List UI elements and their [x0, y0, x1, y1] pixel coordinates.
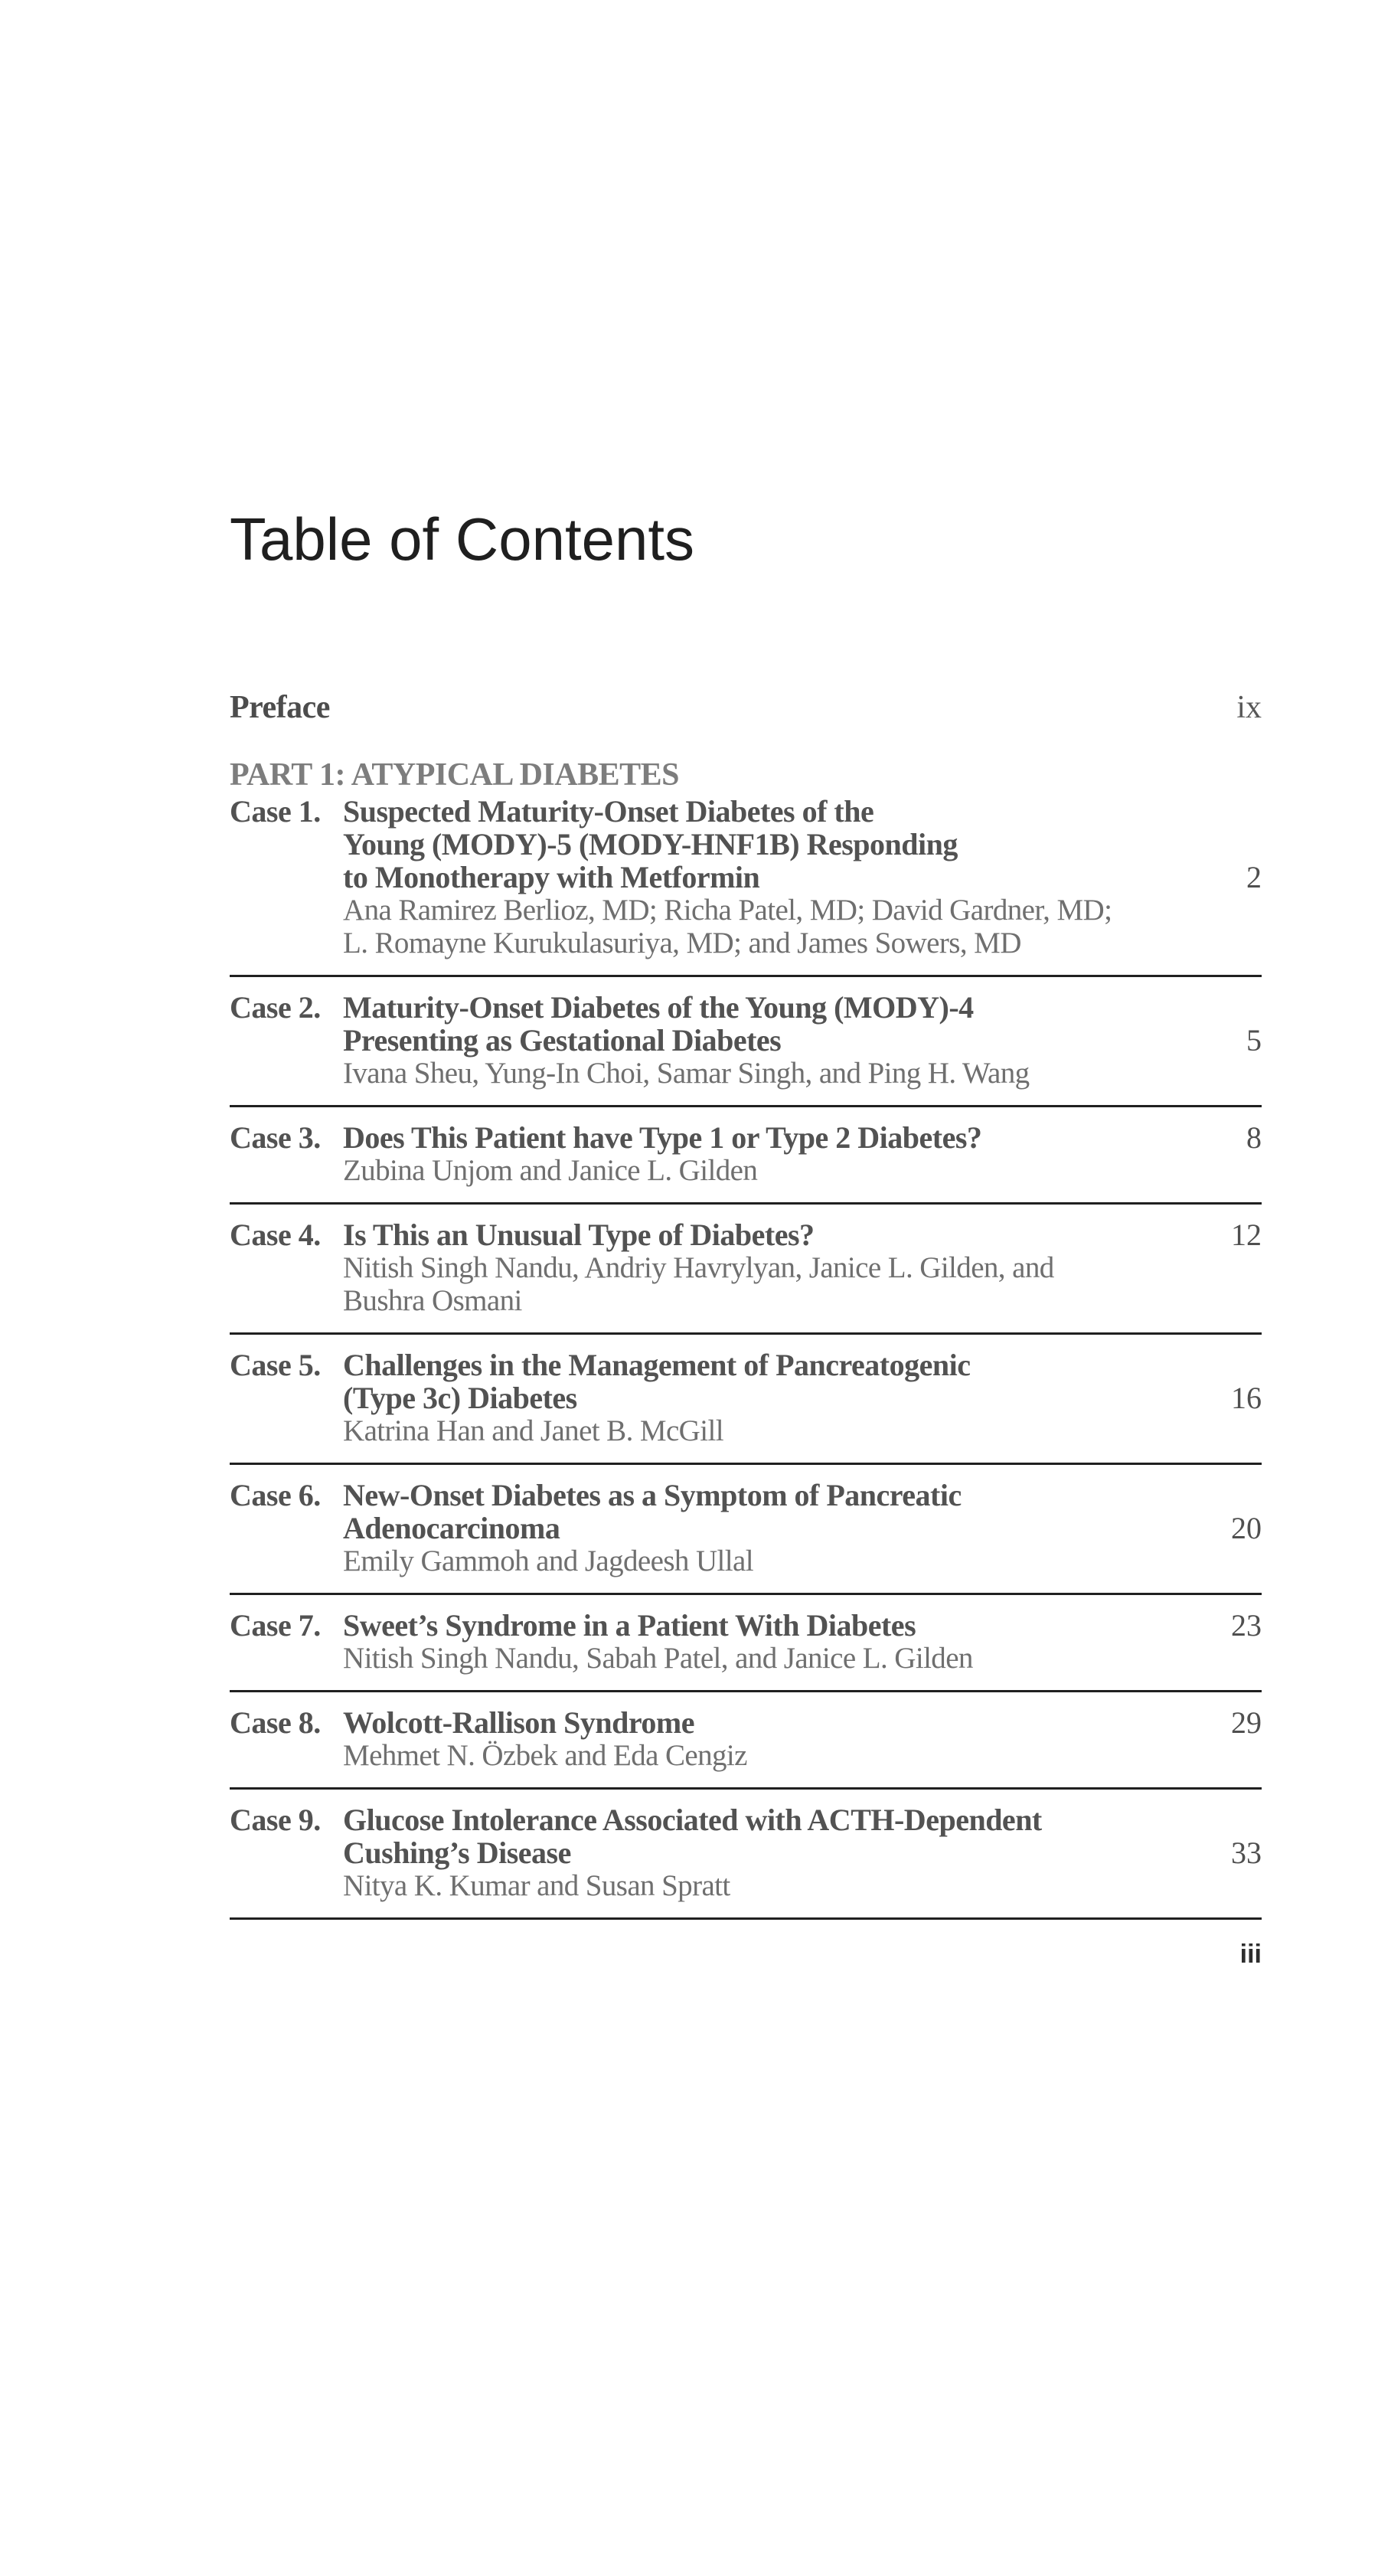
case-author-line: Ana Ramirez Berlioz, MD; Richa Patel, MD; David Gardner, MD; [343, 894, 1112, 927]
case-body [343, 1348, 1262, 1447]
case-row [230, 1479, 1262, 1577]
case-entry [230, 1706, 1262, 1790]
case-page-number: 23 [1231, 1608, 1262, 1643]
case-divider [230, 975, 1262, 977]
case-body [343, 1479, 1262, 1577]
case-row [230, 1121, 1262, 1187]
part-heading: PART 1: ATYPICAL DIABETES [230, 757, 679, 793]
case-author-line: Nitya K. Kumar and Susan Spratt [343, 1869, 730, 1902]
case-title-text: New-Onset Diabetes as a Symptom of Pancreatic [343, 1478, 962, 1512]
case-page-number: 20 [1231, 1511, 1262, 1545]
page-title: Table of Contents [230, 505, 695, 573]
case-title-line [343, 828, 1262, 861]
case-title-text: Challenges in the Management of Pancreatogenic [343, 1348, 971, 1382]
case-entry [230, 1479, 1262, 1595]
case-author-line: Katrina Han and Janet B. McGill [343, 1414, 723, 1447]
case-title-text: to Monotherapy with Metformin [343, 860, 760, 894]
case-title-line [343, 1381, 1262, 1414]
case-label: Case 6. [230, 1478, 321, 1512]
case-title-line [343, 861, 1262, 894]
case-divider [230, 1105, 1262, 1107]
case-authors [343, 1869, 1262, 1902]
case-body [343, 1803, 1262, 1902]
case-row [230, 795, 1262, 959]
case-page-number: 2 [1246, 860, 1262, 894]
case-title-line [343, 1512, 1262, 1545]
case-title-text: (Type 3c) Diabetes [343, 1381, 577, 1415]
case-authors [343, 1057, 1262, 1090]
case-title-text: Cushing’s Disease [343, 1836, 571, 1870]
case-body [343, 1706, 1262, 1772]
case-title [343, 1348, 1262, 1414]
case-author-line: Emily Gammoh and Jagdeesh Ullal [343, 1545, 753, 1577]
case-row [230, 1218, 1262, 1317]
case-authors [343, 1414, 1262, 1447]
case-title-text: Suspected Maturity-Onset Diabetes of the [343, 794, 874, 829]
case-title-text: Is This an Unusual Type of Diabetes? [343, 1218, 815, 1252]
case-body [343, 795, 1262, 959]
case-author-line: Nitish Singh Nandu, Andriy Havrylyan, Janice L. Gilden, and [343, 1251, 1054, 1284]
case-body [343, 991, 1262, 1090]
case-label: Case 3. [230, 1120, 321, 1155]
case-entry [230, 1218, 1262, 1335]
case-label: Case 2. [230, 990, 321, 1025]
case-author-line: L. Romayne Kurukulasuriya, MD; and James Sowers, MD [343, 927, 1021, 959]
case-authors [343, 1545, 1262, 1577]
case-title [343, 991, 1262, 1057]
case-title-line [343, 1609, 1262, 1642]
case-title-line [343, 1218, 1262, 1251]
case-row [230, 1348, 1262, 1447]
case-title [343, 795, 1262, 894]
case-title-line [343, 1121, 1262, 1154]
case-title-line [343, 1348, 1262, 1381]
case-title-text: Maturity-Onset Diabetes of the Young (MODY)-4 [343, 990, 974, 1025]
preface-entry [230, 691, 1262, 724]
case-title [343, 1121, 1262, 1154]
toc-page [230, 505, 1262, 1969]
case-body [343, 1609, 1262, 1675]
case-title-text: Does This Patient have Type 1 or Type 2 Diabetes? [343, 1120, 982, 1155]
case-authors [343, 1154, 1262, 1187]
case-divider [230, 1202, 1262, 1205]
case-entry [230, 1121, 1262, 1205]
case-page-number: 33 [1231, 1836, 1262, 1870]
case-row [230, 1706, 1262, 1772]
folio-page-number: iii [1239, 1940, 1262, 1969]
case-title-line [343, 991, 1262, 1024]
case-row [230, 991, 1262, 1090]
case-author-line: Ivana Sheu, Yung-In Choi, Samar Singh, and Ping H. Wang [343, 1057, 1030, 1090]
case-label: Case 7. [230, 1608, 321, 1643]
case-title-line [343, 1803, 1262, 1836]
case-entry [230, 991, 1262, 1107]
case-title-text: Presenting as Gestational Diabetes [343, 1023, 782, 1058]
case-title-line [343, 1479, 1262, 1512]
case-author-line: Mehmet N. Özbek and Eda Cengiz [343, 1739, 747, 1772]
case-title [343, 1609, 1262, 1642]
case-author-line: Bushra Osmani [343, 1284, 522, 1317]
case-label: Case 1. [230, 794, 321, 829]
case-title-text: Glucose Intolerance Associated with ACTH-Dependent [343, 1803, 1042, 1837]
case-label: Case 5. [230, 1348, 321, 1382]
case-title-text: Adenocarcinoma [343, 1511, 560, 1545]
case-authors [343, 1642, 1262, 1675]
case-title [343, 1218, 1262, 1251]
case-title-text: Sweet’s Syndrome in a Patient With Diabetes [343, 1608, 916, 1643]
case-title-text: Young (MODY)-5 (MODY-HNF1B) Responding [343, 827, 958, 861]
case-page-number: 8 [1246, 1120, 1262, 1155]
case-page-number: 29 [1231, 1705, 1262, 1740]
case-author-line: Nitish Singh Nandu, Sabah Patel, and Janice L. Gilden [343, 1642, 973, 1675]
case-title [343, 1706, 1262, 1739]
case-entry [230, 795, 1262, 977]
case-row [230, 1609, 1262, 1675]
case-page-number: 12 [1231, 1218, 1262, 1252]
case-authors [343, 1739, 1262, 1772]
case-authors [343, 1251, 1262, 1317]
case-title-line [343, 795, 1262, 828]
case-list [230, 795, 1262, 1920]
case-divider [230, 1690, 1262, 1692]
case-page-number: 5 [1246, 1023, 1262, 1058]
case-divider [230, 1463, 1262, 1465]
preface-page-number: ix [1236, 690, 1262, 725]
preface-label: Preface [230, 690, 330, 725]
case-label: Case 8. [230, 1705, 321, 1740]
case-divider [230, 1917, 1262, 1920]
case-author-line: Zubina Unjom and Janice L. Gilden [343, 1154, 758, 1187]
case-authors [343, 894, 1262, 959]
case-title [343, 1479, 1262, 1545]
case-label: Case 4. [230, 1218, 321, 1252]
case-title-line [343, 1706, 1262, 1739]
case-page-number: 16 [1231, 1381, 1262, 1415]
case-row [230, 1803, 1262, 1902]
case-title-text: Wolcott-Rallison Syndrome [343, 1705, 695, 1740]
case-divider [230, 1787, 1262, 1790]
case-divider [230, 1332, 1262, 1335]
case-title [343, 1803, 1262, 1869]
case-body [343, 1218, 1262, 1317]
case-body [343, 1121, 1262, 1187]
case-entry [230, 1348, 1262, 1465]
case-title-line [343, 1024, 1262, 1057]
case-label: Case 9. [230, 1803, 321, 1837]
case-divider [230, 1593, 1262, 1595]
case-entry [230, 1609, 1262, 1692]
case-entry [230, 1803, 1262, 1920]
case-title-line [343, 1836, 1262, 1869]
